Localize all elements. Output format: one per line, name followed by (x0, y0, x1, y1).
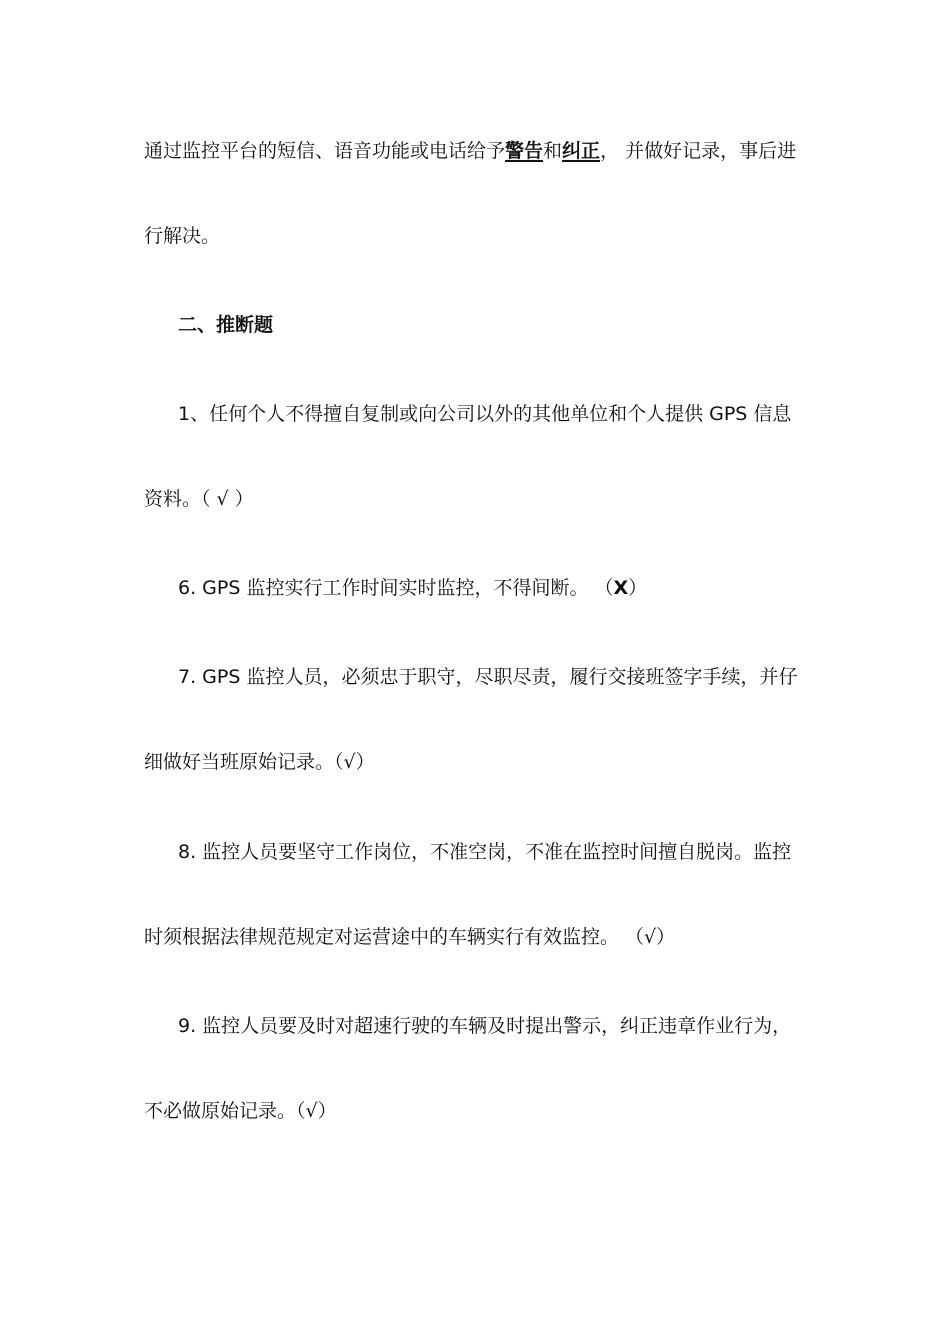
item-7-line-2: 细做好当班原始记录。（√） (144, 751, 375, 773)
item-6-close: ） (628, 577, 648, 599)
intro-text-after: ， 并做好记录，事后进 (600, 140, 797, 162)
correct-term: 纠正 (562, 140, 601, 162)
item-7-line-1: 7. GPS 监控人员，必须忠于职守，尽职尽责，履行交接班签字手续，并仔 (178, 666, 798, 688)
item-1-line-1: 1、任何个人不得擅自复制或向公司以外的其他单位和个人提供 GPS 信息 (178, 403, 792, 425)
item-6-line-1 (178, 575, 647, 601)
warning-term: 警告 (505, 140, 544, 162)
item-8-line-1: 8. 监控人员要坚守工作岗位，不准空岗，不准在监控时间擅自脱岗。监控 (178, 841, 792, 863)
intro-line-1 (144, 138, 796, 164)
intro-text-before: 通过监控平台的短信、语音功能或电话给予 (144, 140, 506, 162)
item-6-answer: X (613, 577, 629, 599)
item-9-line-2: 不必做原始记录。（√） (144, 1100, 337, 1122)
item-6-text: 6. GPS 监控实行工作时间实时监控，不得间断。 （ (178, 577, 614, 599)
intro-line-2: 行解决。 (144, 225, 221, 247)
item-1-line-2: 资料。（ √ ） (144, 488, 254, 510)
item-8-line-2: 时须根据法律规范规定对运营途中的车辆实行有效监控。 （√） (144, 926, 676, 948)
intro-joiner: 和 (543, 140, 563, 162)
item-9-line-1: 9. 监控人员要及时对超速行驶的车辆及时提出警示，纠正违章作业行为， (178, 1015, 792, 1037)
section-heading: 二、推断题 (178, 314, 274, 336)
